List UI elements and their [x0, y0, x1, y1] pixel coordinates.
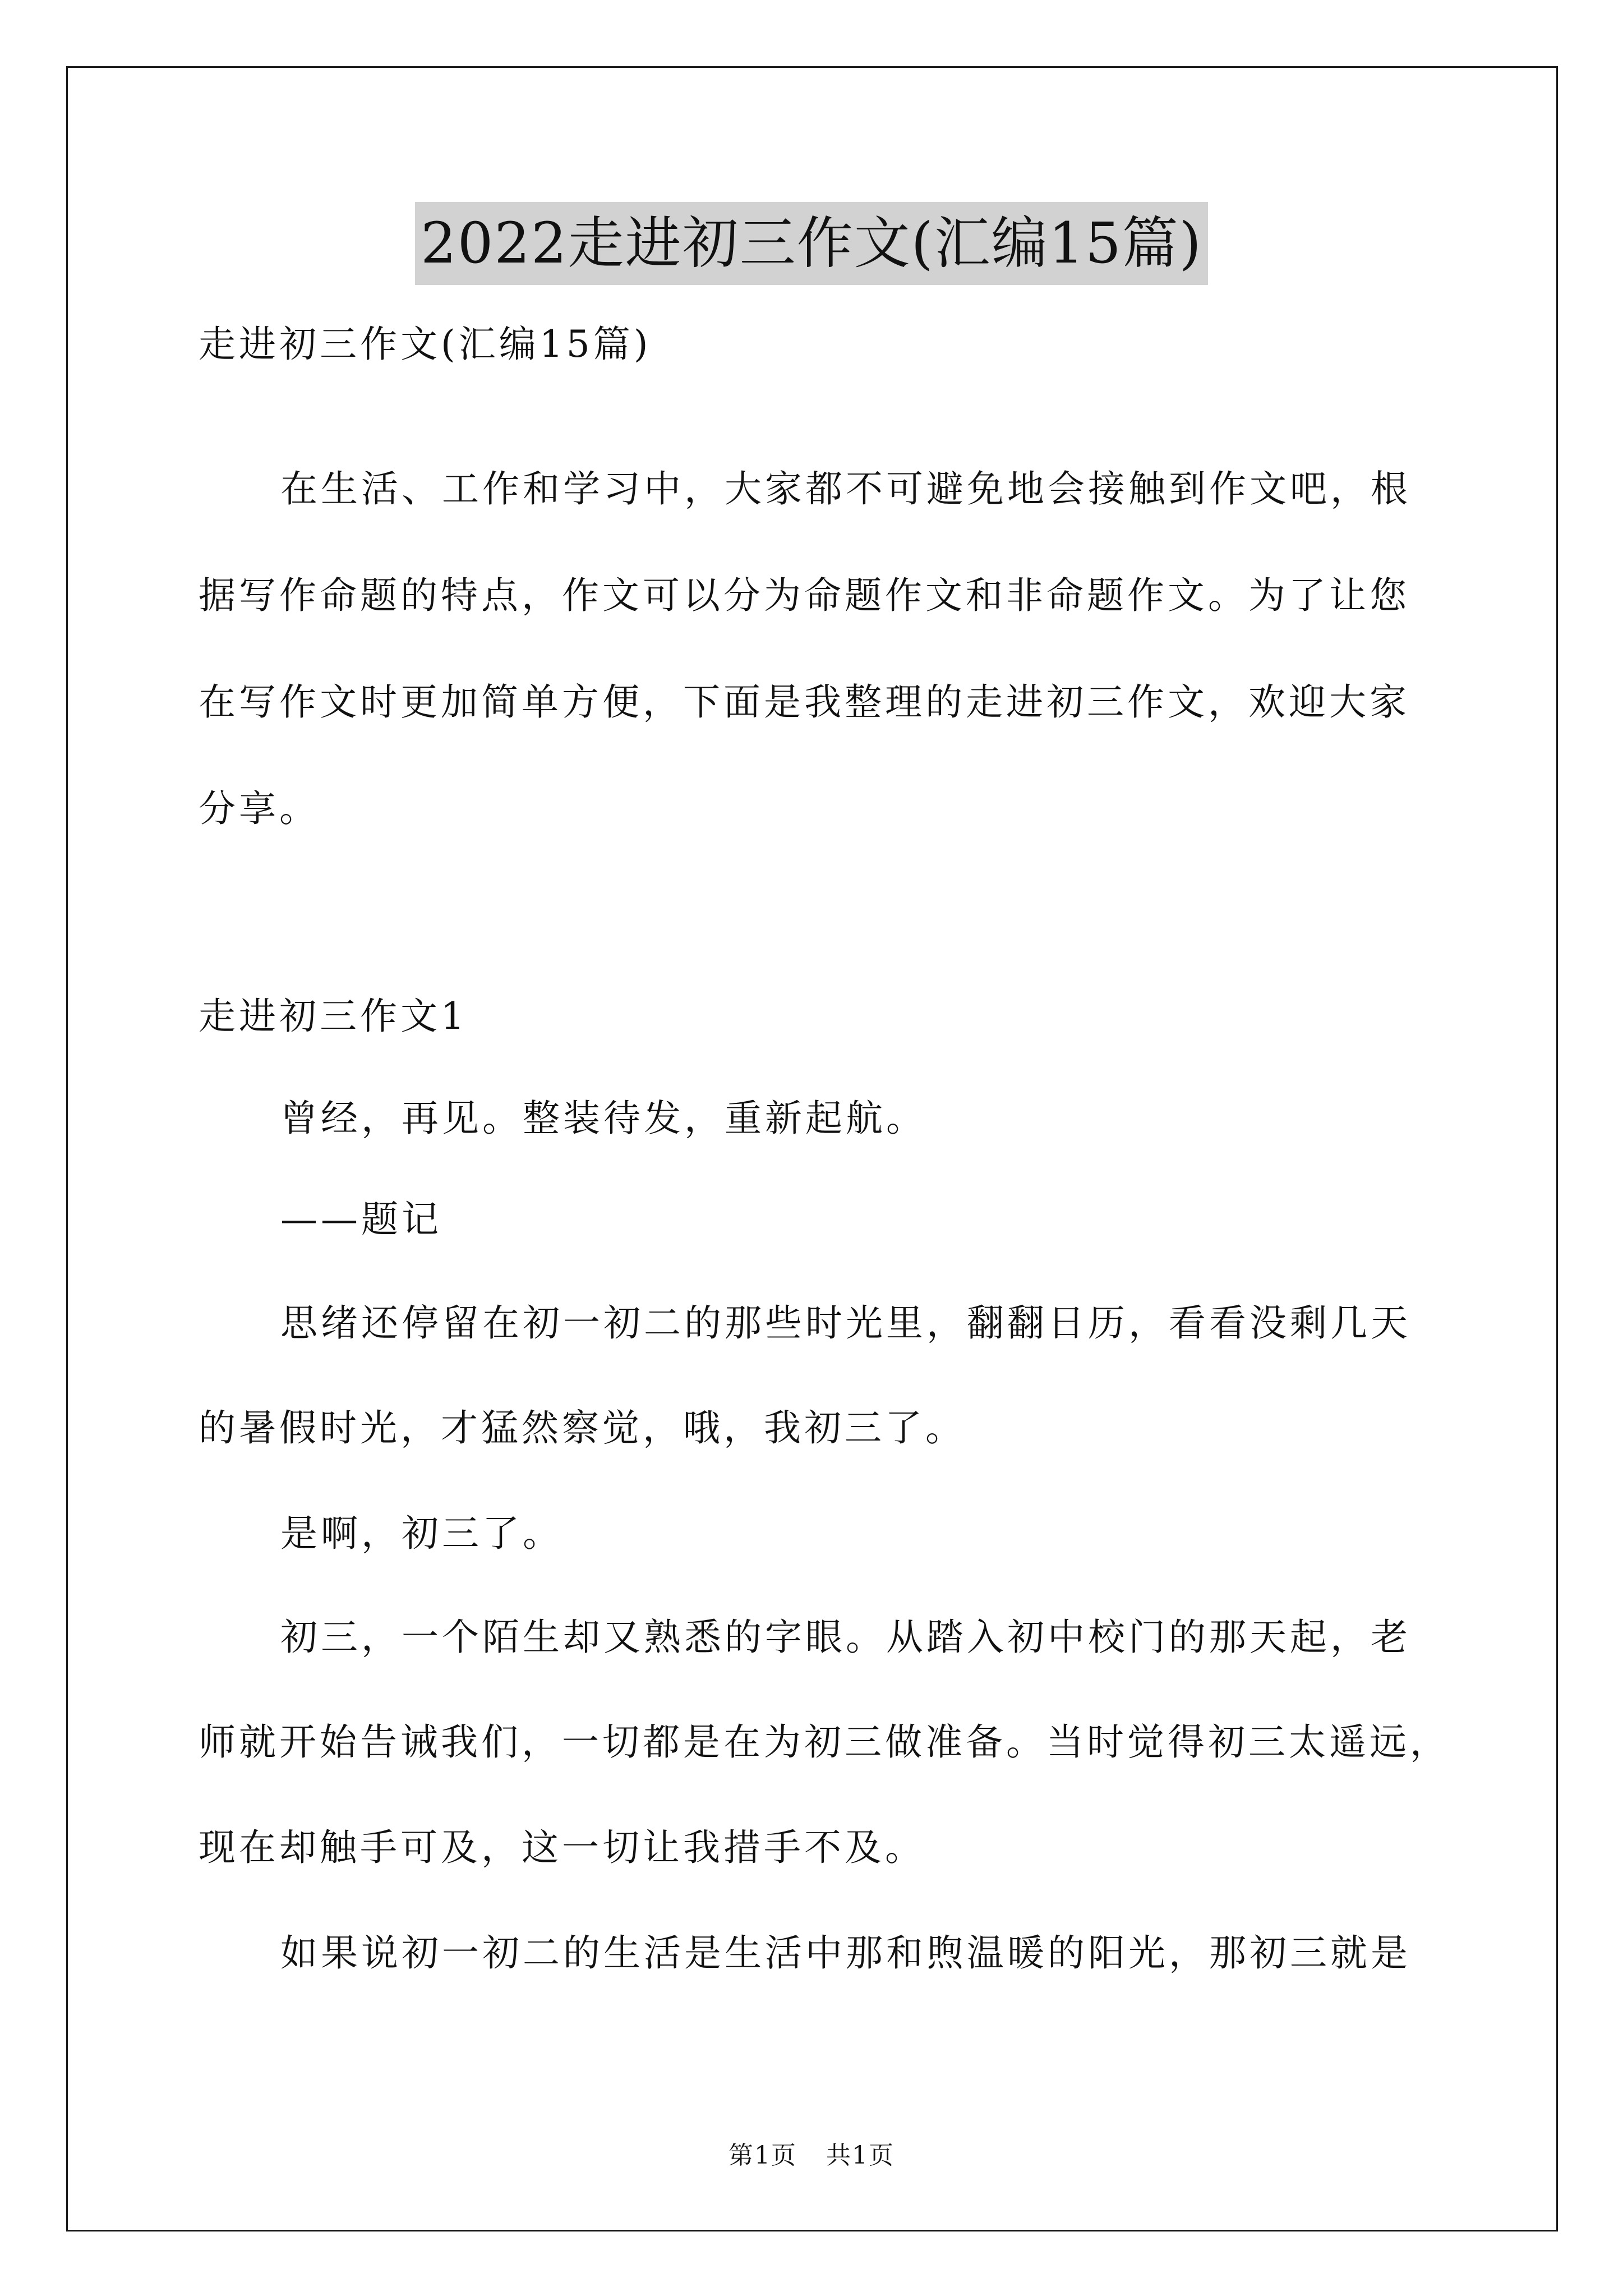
body-line-8: 现在却触手可及，这一切让我措手不及。: [199, 1826, 925, 1869]
intro-line-3: 在写作文时更加简单方便，下面是我整理的走进初三作文，欢迎大家: [199, 680, 1410, 724]
page-footer: [0, 2135, 1623, 2171]
body-line-9: 如果说初一初二的生活是生活中那和煦温暖的阳光，那初三就是: [280, 1931, 1411, 1975]
page-number-current: 第1页: [728, 2141, 797, 2170]
page-border: [66, 66, 1558, 2231]
body-line-1: 曾经，再见。整装待发，重新起航。: [280, 1097, 926, 1140]
body-line-7: 师就开始告诫我们，一切都是在为初三做准备。当时觉得初三太遥远，: [199, 1720, 1450, 1764]
body-line-3: 思绪还停留在初一初二的那些时光里，翻翻日历，看看没剩几天: [280, 1301, 1411, 1345]
body-line-4: 的暑假时光，才猛然察觉，哦，我初三了。: [199, 1406, 966, 1450]
subtitle: 走进初三作文(汇编15篇): [199, 323, 652, 366]
document-title: 2022走进初三作文(汇编15篇): [415, 202, 1208, 285]
body-line-6: 初三，一个陌生却又熟悉的字眼。从踏入初中校门的那天起，老: [280, 1616, 1411, 1659]
body-line-2: ——题记: [280, 1198, 442, 1241]
intro-line-2: 据写作命题的特点，作文可以分为命题作文和非命题作文。为了让您: [199, 574, 1410, 617]
page-number-total: 共1页: [826, 2141, 895, 2170]
intro-line-4: 分享。: [199, 787, 320, 830]
body-line-5: 是啊，初三了。: [280, 1512, 563, 1555]
title-container: [0, 202, 1623, 285]
intro-line-1: 在生活、工作和学习中，大家都不可避免地会接触到作文吧，根: [280, 467, 1411, 510]
section-heading: 走进初三作文1: [199, 995, 468, 1038]
